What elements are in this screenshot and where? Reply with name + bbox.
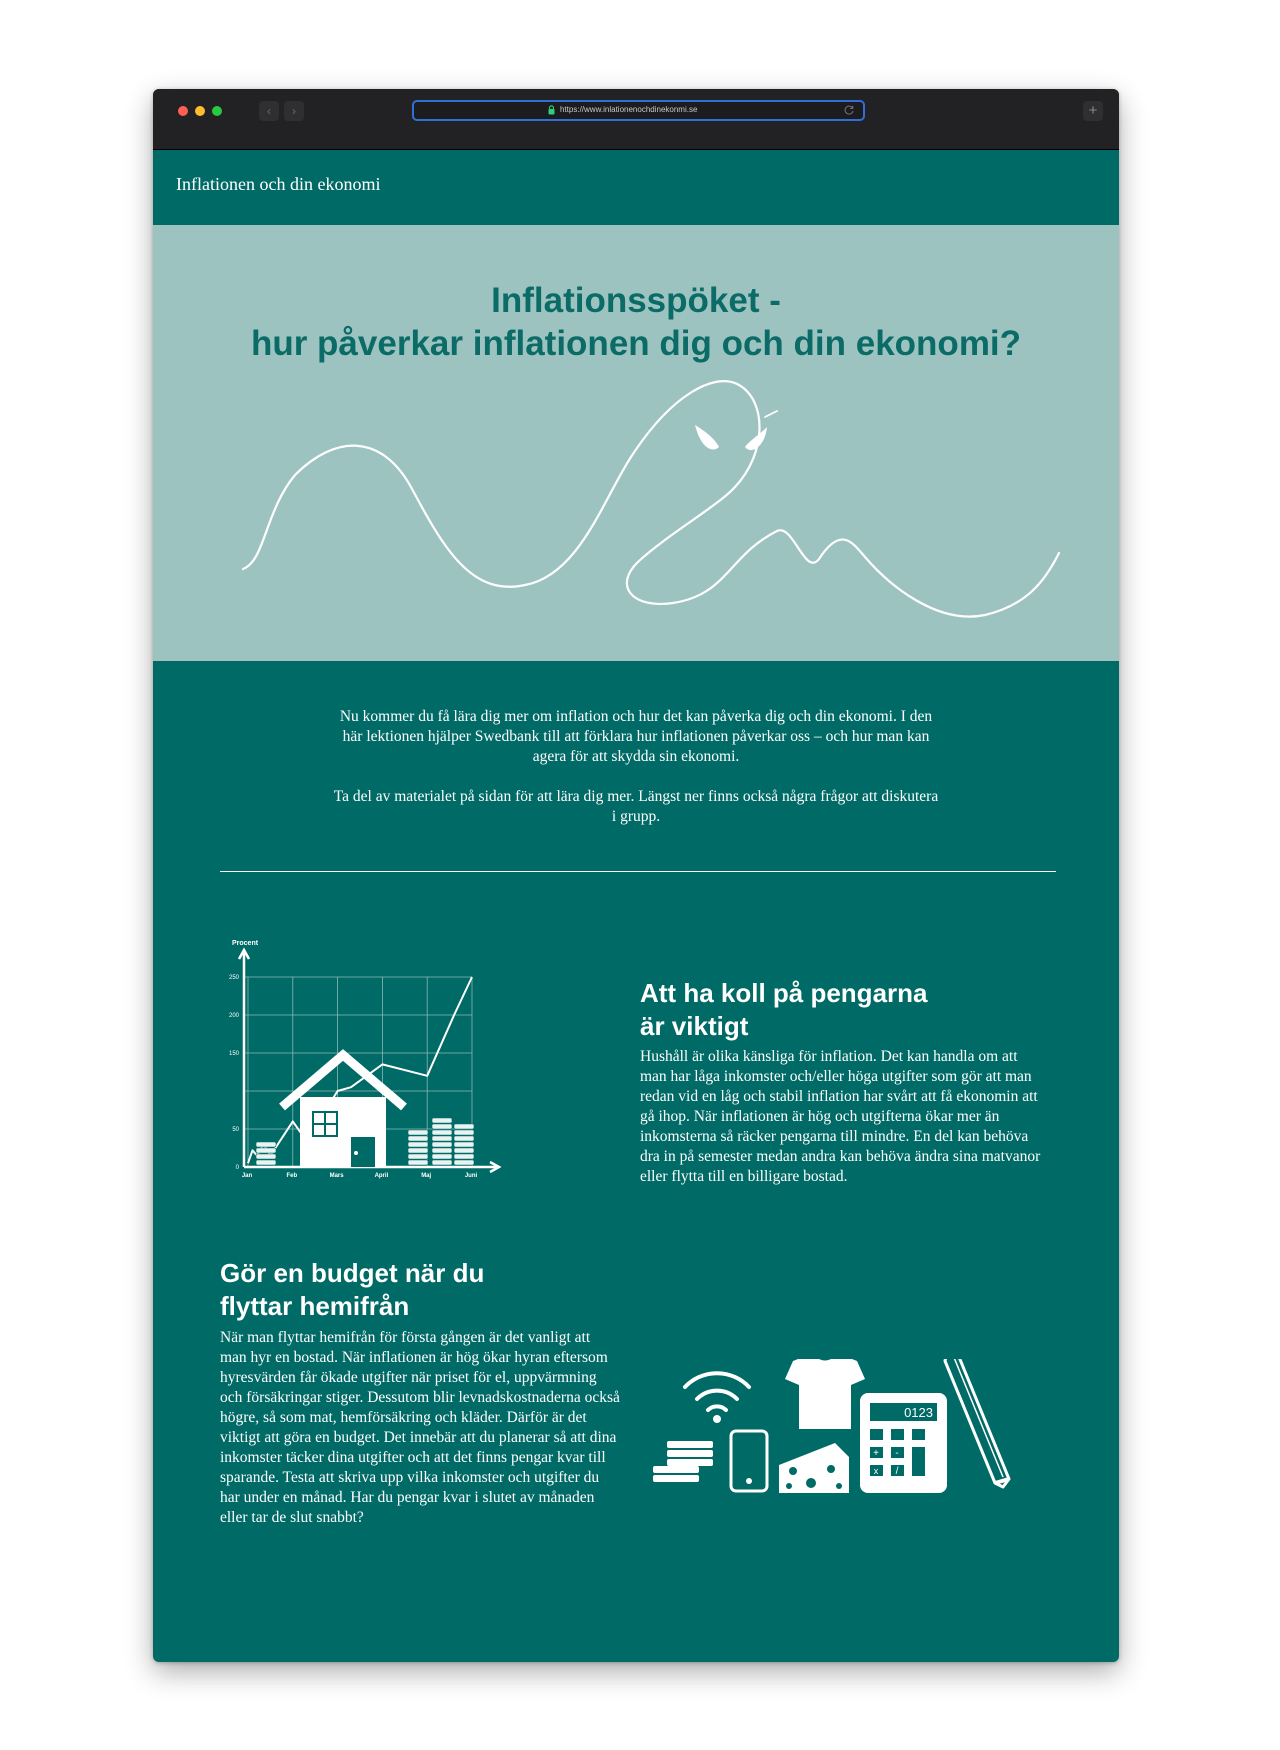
browser-window	[153, 89, 1119, 1662]
section2-title-line1: Gör en budget när du	[220, 1258, 485, 1288]
intro-text	[333, 707, 939, 847]
x-tick-label: Mars	[329, 1173, 344, 1179]
y-axis-label: Procent	[232, 940, 259, 947]
section1-title-line1: Att ha koll på pengarna	[640, 978, 928, 1008]
x-tick-label: Juni	[464, 1173, 478, 1179]
intro-paragraph-1: Nu kommer du få lära dig mer om inflation och hur det kan påverka dig och din ekonomi. I den här lektionen hjälper Swedbank till att förklara hur inflationen påverkar oss – och hur man kan agera för att skydda sin ekonomi.	[339, 708, 933, 765]
tshirt-icon	[785, 1359, 865, 1429]
x-tick-label: Feb	[286, 1173, 298, 1179]
x-tick-label: April	[374, 1173, 389, 1179]
y-tick-label: 250	[228, 975, 239, 981]
x-tick-label: Maj	[421, 1173, 432, 1179]
section-divider	[220, 871, 1056, 872]
site-header	[153, 150, 1119, 225]
calculator-icon	[860, 1393, 947, 1493]
hero-title-line2: hur påverkar inflationen dig och din ekonomi?	[250, 324, 1022, 363]
svg-text:x: x	[873, 1466, 879, 1476]
address-bar[interactable]	[412, 100, 865, 121]
svg-text:-: -	[895, 1448, 899, 1459]
url-text: https://www.inlationenochdinekonmi.se	[560, 105, 698, 114]
cheese-icon	[779, 1443, 849, 1493]
browser-toolbar	[153, 89, 1119, 150]
y-tick-label: 50	[232, 1127, 239, 1133]
phone-icon	[731, 1431, 767, 1491]
intro-paragraph-2: Ta del av materialet på sidan för att lära dig mer. Längst ner finns också några frågor att diskutera i grupp.	[333, 788, 939, 825]
house-icon	[282, 1055, 404, 1167]
svg-text:+: +	[873, 1448, 879, 1459]
inflation-chart	[220, 937, 510, 1187]
svg-text:0123: 0123	[904, 1405, 933, 1420]
reload-icon[interactable]	[843, 104, 855, 116]
section2-title-line2: flyttar hemifrån	[220, 1291, 410, 1321]
lock-icon	[548, 105, 555, 115]
budget-icons-illustration	[653, 1359, 1073, 1559]
coins-icon	[653, 1441, 713, 1482]
section2-title	[220, 1257, 484, 1323]
section1-title	[640, 977, 928, 1043]
y-tick-label: 0	[235, 1165, 239, 1171]
y-tick-label: 200	[228, 1013, 239, 1019]
hero-title-line1: Inflationsspöket -	[491, 281, 781, 320]
back-button[interactable]	[259, 101, 279, 121]
svg-text:/: /	[895, 1466, 899, 1477]
coin-stack-icon	[408, 1130, 428, 1165]
plus-icon: +	[1088, 102, 1098, 119]
wifi-icon	[685, 1373, 749, 1423]
inflation-ghost-illustration	[153, 225, 1119, 661]
zoom-window-button[interactable]	[212, 106, 222, 116]
new-tab-button[interactable]	[1083, 101, 1103, 121]
y-tick-label: 150	[228, 1051, 239, 1057]
forward-button[interactable]	[284, 101, 304, 121]
section2-body: När man flyttar hemifrån för första gången är det vanligt att man hyr en bostad. När inflationen är hög ökar hyran eftersom hyresvärden får ökade utgifter när priset för el, uppvärmning och försäkringar stiger. Dessutom blir levnadskostnaderna också högre, så som mat, hemförsäkring och kläder. Därför är det viktigt att göra en budget. Det innebär att du planerar så att dina inkomster täcker dina utgifter och att det finns pengar kvar till sparande. Testa att skriva upp vilka inkomster och utgifter du har under en månad. Har du pengar kvar i slutet av månaden eller tar de slut snabbt?	[220, 1329, 620, 1526]
chevron-right-icon: ›	[292, 104, 296, 118]
site-title[interactable]: Inflationen och din ekonomi	[176, 174, 381, 194]
pencil-icon	[945, 1359, 1009, 1487]
section1-body: Hushåll är olika känsliga för inflation. Det kan handla om att man har låga inkomster och/eller höga utgifter som gör att man redan vid en låg och stabil inflation har svårt att få ekonomin att gå ihop. När inflationen är hög och utgifterna ökar mer än inkomsterna så räcker pengarna till mindre. En del kan behöva dra in på semester medan andra kan behöva ändra sina matvanor eller flytta till en billigare bostad.	[640, 1048, 1041, 1185]
section1-title-line2: är viktigt	[640, 1011, 749, 1041]
coin-stack-icon	[432, 1118, 452, 1165]
minimize-window-button[interactable]	[195, 106, 205, 116]
hero-banner	[153, 225, 1119, 661]
close-window-button[interactable]	[178, 106, 188, 116]
x-tick-label: Jan	[241, 1173, 253, 1179]
chevron-left-icon: ‹	[267, 104, 271, 118]
coin-stack-icon	[454, 1124, 474, 1165]
